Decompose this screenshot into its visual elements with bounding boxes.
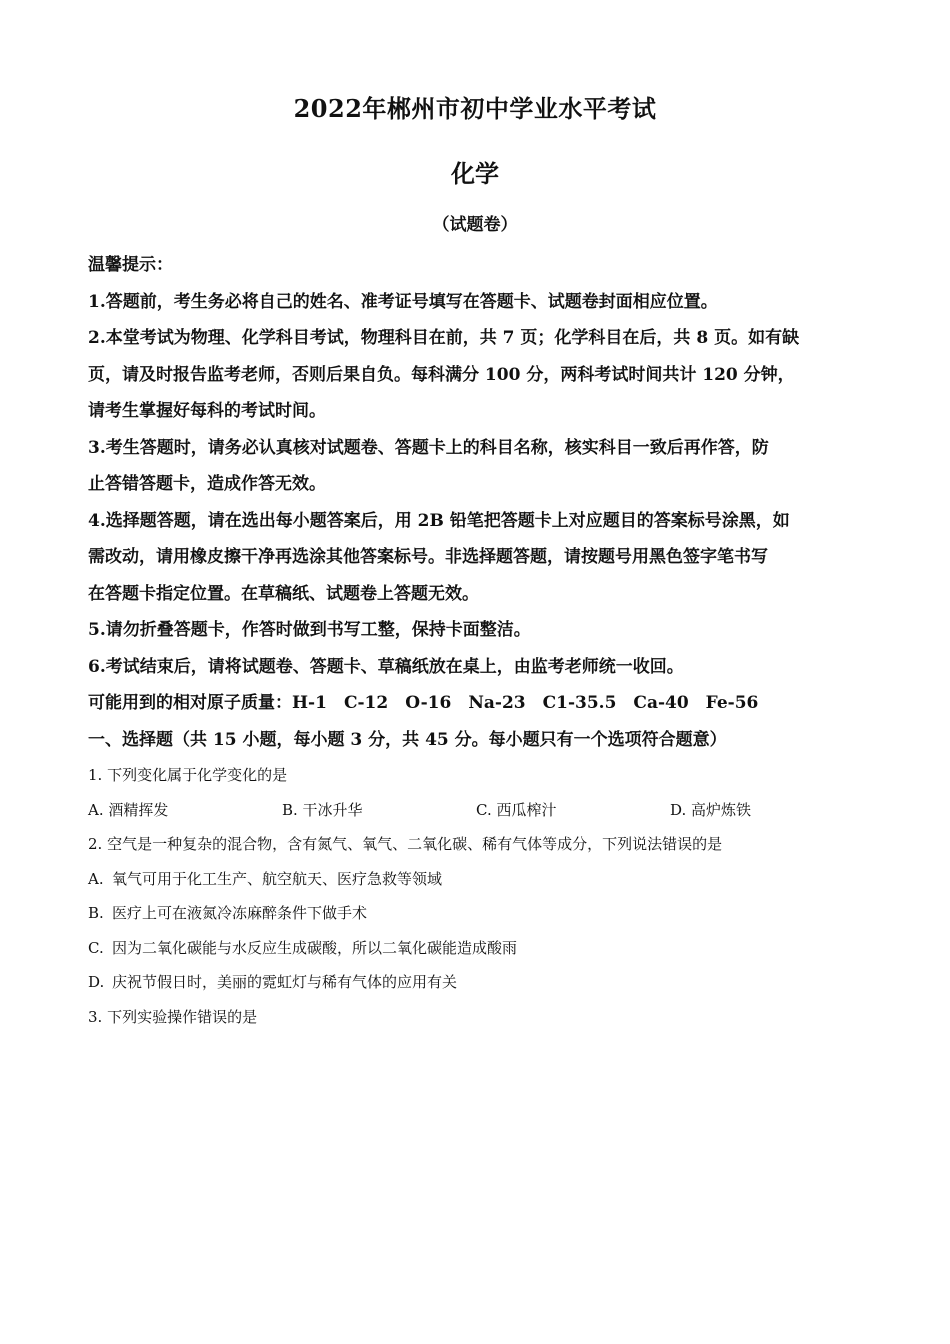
instruction-line: 需改动，请用橡皮擦干净再选涂其他答案标号。非选择题答题，请按题号用黑色签字笔书写 (88, 547, 768, 567)
section-heading: 一、选择题（共 15 小题，每小题 3 分，共 45 分。每小题只有一个选项符合题意） (88, 729, 727, 750)
option-letter: B. (88, 904, 104, 922)
option-text: 庆祝节假日时，美丽的霓虹灯与稀有气体的应用有关 (112, 973, 458, 991)
subject-title: 化学 (451, 159, 499, 188)
option-letter: A. (88, 869, 104, 888)
instruction-line: 页，请及时报告监考老师，否则后果自负。每科满分 100 分，两科考试时间共计 120 分钟， (88, 364, 795, 385)
question-2-option-c (88, 931, 868, 966)
option-letter: C. (88, 938, 104, 957)
question-2-option-b (88, 896, 868, 931)
instruction-line: 在答题卡指定位置。在草稿纸、试题卷上答题无效。 (88, 583, 479, 604)
instruction-line: 3.考生答题时，请务必认真核对试题卷、答题卡上的科目名称，核实科目一致后再作答，防 (88, 437, 769, 458)
exam-title: 2022年郴州市初中学业水平考试 (293, 94, 657, 123)
option-text: 医疗上可在液氮冷冻麻醉条件下做手术 (112, 904, 368, 922)
option-letter: D. (88, 973, 105, 991)
instruction-line: 请考生掌握好每科的考试时间。 (88, 401, 326, 421)
option-text: 因为二氧化碳能与水反应生成碳酸，所以二氧化碳能造成酸雨 (112, 938, 518, 957)
instruction-line: 止答错答题卡，造成作答无效。 (88, 474, 326, 494)
instruction-line: 4.选择题答题，请在选出每小题答案后，用 2B 铅笔把答题卡上对应题目的答案标号涂黑，如 (88, 510, 790, 531)
question-1-option-d: D. 高炉炼铁 (670, 800, 752, 819)
instruction-line: 2.本堂考试为物理、化学科目考试，物理科目在前，共 7 页；化学科目在后，共 8 页。如有缺 (88, 328, 800, 348)
instructions-heading: 温馨提示： (88, 255, 173, 275)
question-1-stem: 1. 下列变化属于化学变化的是 (88, 766, 288, 784)
question-1-option-a: A. 酒精挥发 (88, 800, 169, 819)
question-2-stem: 2. 空气是一种复杂的混合物，含有氮气、氧气、二氧化碳、稀有气体等成分，下列说法错误的是 (88, 835, 723, 853)
instruction-line: 5.请勿折叠答题卡，作答时做到书写工整，保持卡面整洁。 (88, 620, 531, 640)
atomic-mass-line: 可能用到的相对原子质量：H-1 C-12 O-16 Na-23 C1-35.5 Ca-40 Fe-56 (88, 693, 759, 713)
instruction-line: 6.考试结束后，请将试题卷、答题卡、草稿纸放在桌上，由监考老师统一收回。 (88, 656, 684, 677)
question-1-option-c: C. 西瓜榨汁 (476, 800, 557, 819)
paper-type-label: （试题卷） (432, 215, 518, 235)
option-text: 氧气可用于化工生产、航空航天、医疗急救等领域 (112, 869, 443, 888)
question-2-option-a (88, 862, 868, 897)
question-1-option-b: B. 干冰升华 (282, 800, 363, 819)
instruction-line: 1.答题前，考生务必将自己的姓名、准考证号填写在答题卡、试题卷封面相应位置。 (88, 291, 718, 312)
questions-section (88, 758, 868, 1034)
instructions-section (88, 247, 868, 758)
question-3-stem: 3. 下列实验操作错误的是 (88, 1007, 258, 1026)
question-1-options (88, 793, 868, 828)
question-2-option-d (88, 965, 868, 1000)
